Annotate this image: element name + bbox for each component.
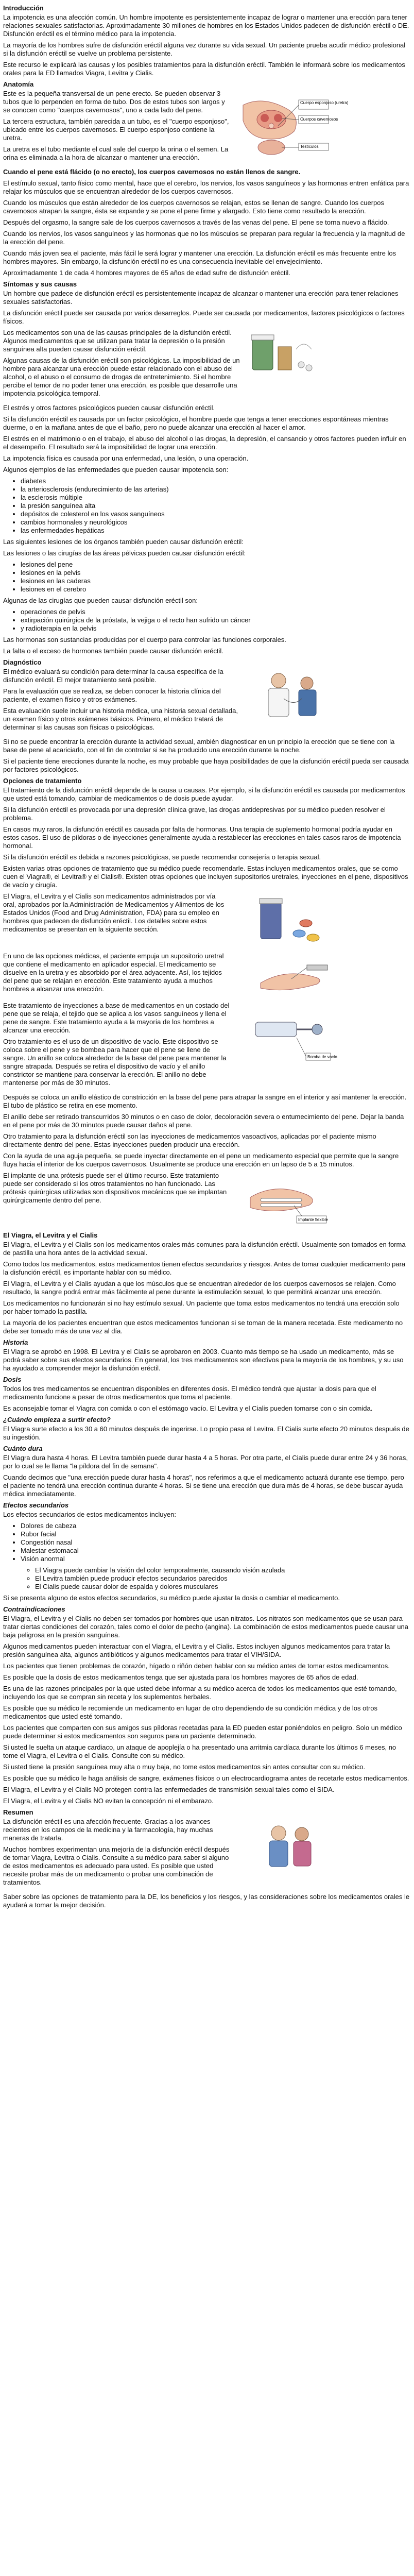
list-item: ◦ El Levitra también puede producir efectos secundarios parecidos (35, 1574, 410, 1583)
paragraph: Cuando decimos que "una erección puede durar hasta 4 horas", nos referimos a que el medicamento actuará durante ese tiempo, pero el paciente no tendrá una erección continua durante 4 horas. Si se tiene una erección que dura más de 4 horas, se debe buscar ayuda médica inmediatamente. (3, 1473, 404, 1498)
paragraph: Algunos ejemplos de las enfermedades que pueden causar impotencia son: (3, 466, 229, 473)
paragraph: El Viagra dura hasta 4 horas. El Levitra también puede durar hasta 4 a 5 horas. Por otra parte, el Cialis puede durar entre 24 y 36 horas, por lo cual se le llama "la píldora del fin de semana". (3, 1454, 408, 1470)
suppository-illustration (255, 952, 333, 998)
paragraph: La disfunción eréctil puede ser causada por varios desarreglos. Puede ser causada por medicamentos, factores psicológicos o factores físicos. (3, 309, 405, 325)
paragraph: La mayoría de los pacientes encuentran que estos medicamentos funcionan si se toman de la manera recetada. Este medicamento no debe ser tomado más de una vez al día. (3, 1319, 403, 1335)
paragraph: Si no se puede encontrar la erección durante la actividad sexual, ambién diagnosticar en un principio la erección que se tiene con la base de pene al acariciarlo, con el fin de controlar si se ha producido una erección durante la noche. (3, 738, 395, 754)
paragraph: El Viagra, el Levitra y el Cialis no deben ser tomados por hombres que usan nitratos. Los nitratos son medicamentos que se usan para tratar ciertas condiciones del corazón, tales como el dolor de pecho (angina). La combinación de estos medicamentos puede causar una baja peligrosa en la presión sanguínea. (3, 1615, 408, 1639)
anatomy-illustration (233, 90, 349, 162)
summary-block (3, 1818, 410, 1890)
heading-historia: Historia (3, 1338, 28, 1346)
paragraph: La impotencia física es causada por una enfermedad, una lesión, o una operación. (3, 454, 249, 462)
anatomy-block (3, 90, 410, 165)
list-item: • y radioterapia en la pelvis (21, 624, 410, 633)
list-item: • Rubor facial (21, 1530, 410, 1538)
paragraph: Todos los tres medicamentos se encuentran disponibles en diferentes dosis. El médico tendrá que ajustar la dosis para que el medicamento funcione a pesar de otros medicamentos que toma el paciente. (3, 1385, 376, 1401)
list-item: • la esclerosis múltiple (21, 494, 410, 502)
side-effects-sublist (3, 1566, 410, 1591)
paragraph: El estrés en el matrimonio o en el trabajo, el abuso del alcohol o las drogas, la depresión, el cansancio y otros factores pueden influir en el desempeño. El resultado será la imposibilidad de lograr una erección. (3, 435, 406, 451)
paragraph: Las siguientes lesiones de los órganos también pueden causar disfunción eréctil: (3, 538, 244, 546)
injury-list (3, 561, 410, 594)
list-item: • la presión sanguínea alta (21, 502, 410, 510)
paragraph: Los efectos secundarios de estos medicamentos incluyen: (3, 1511, 177, 1518)
heading-contraindicaciones: Contraindicaciones (3, 1605, 65, 1613)
list-item: • Congestión nasal (21, 1538, 410, 1547)
diagnosis-block (3, 668, 410, 735)
paragraph: Esta evaluación suele incluir una historia médica, una historia sexual detallada, un examen físico y otros exámenes básicos. Primero, el médico tratará de determinar si las causas son físicas o psicológicas. (3, 707, 238, 731)
paragraph: Si usted le suelta un ataque cardiaco, un ataque de apoplejía o ha presentado una arritmia cardíaca durante los últimos 6 meses, no tome el Viagra, el Levitra o el Cialis. Consulte con su médico. (3, 1743, 396, 1759)
label-testiculos: Testículos (300, 144, 319, 149)
paragraph: Este tratamiento de inyecciones a base de medicamentos en un costado del pene que se relaja, el tejido que se aplica a los vasos sanguíneos y llena el pene de sangre. Este tratamiento ayuda a la mayoría de los hombres a alcanzar una erección. (3, 1002, 230, 1034)
paragraph: Algunos medicamentos pueden interactuar con el Viagra, el Levitra y el Cialis. Estos incluyen algunos medicamentos para tratar la presión sanguínea alta, algunos antibióticos y algunos medicamentos para tratar el VIH/SIDA. (3, 1642, 390, 1658)
paragraph: El estímulo sexual, tanto físico como mental, hace que el cerebro, los nervios, los vasos sanguíneos y las hormonas entren enfática para relajar los músculos que se encuentran alrededor de los cuerpos cavernosos. (3, 179, 409, 195)
list-item: • diabetes (21, 477, 410, 485)
paragraph: La uretra es el tubo mediante el cual sale del cuerpo la orina o el semen. La orina es eliminada a la hora de alcanzar o mantener una erección. (3, 145, 229, 161)
paragraph: Si usted tiene la presión sanguínea muy alta o muy baja, no tome estos medicamentos sin antes consultar con su médico. (3, 1763, 366, 1771)
paragraph: El Viagra, el Levitra y el Cialis NO evitan la concepción ni el embarazo. (3, 1797, 214, 1805)
paragraph: Para la evaluación que se realiza, se deben conocer la historia clínica del paciente, el examen físico y otros exámenes. (3, 687, 221, 703)
list-item: • Dolores de cabeza (21, 1522, 410, 1530)
paragraph: Después se coloca un anillo elástico de constricción en la base del pene para atrapar la sangre en el interior y así mantener la erección. El tubo de plástico se retira en ese momento. (3, 1093, 407, 1109)
paragraph: Los medicamentos son una de las causas principales de la disfunción eréctil. Algunos medicamentos que se utilizan para tratar la depresión o la presión sanguínea alta pueden causar disfunción eréctil. (3, 329, 232, 353)
list-item: • lesiones en las caderas (21, 577, 410, 585)
pill-bottle-illustration (247, 329, 324, 378)
psych-block (3, 329, 410, 401)
paragraph: En uno de las opciones médicas, el paciente empuja un supositorio uretral que contiene el medicamento en aplicador especial. El medicamento se disuelve en la uretra y es absorbido por el área adyacente. Así, los tejidos del pene que se relajan en erección. Este tratamiento ayuda a muchos hombres a alcanzar una erección. (3, 952, 224, 993)
couple-illustration (250, 1818, 333, 1874)
list-item: • extirpación quirúrgica de la próstata, la vejiga o el recto han sufrido un cáncer (21, 616, 410, 624)
list-item: • Malestar estomacal (21, 1547, 410, 1555)
paragraph: Con la ayuda de una aguja pequeña, se puede inyectar directamente en el pene un medicamento especial que permite que la sangre fluya hacia el interior de los cuerpos cavernosos. Usualmente se produce una erección en un lapso de 5 a 15 minutos. (3, 1152, 399, 1168)
paragraph: La mayoría de los hombres sufre de disfunción eréctil alguna vez durante su vida sexual. Un paciente prueba acudir médico profesional si la disfunción eréctil se vuelve un problema persistente. (3, 41, 406, 57)
list-item: • lesiones del pene (21, 561, 410, 569)
paragraph: El implante de una prótesis puede ser el último recurso. Este tratamiento puede ser considerado si los otros tratamientos no han funcionado. Las prótesis quirúrgicas utilizadas son dispositivos mecánicos que se implantan quirúrgicamente dentro del pene. (3, 1172, 227, 1204)
paragraph: La disfunción eréctil es una afección frecuente. Gracias a los avances recientes en los campos de la medicina y la farmacología, hay muchas maneras de tratarla. (3, 1818, 213, 1842)
heading-diagnostico: Diagnóstico (3, 658, 42, 666)
list-item: ◦ El Cialis puede causar dolor de espalda y dolores musculares (35, 1583, 410, 1591)
paragraph: El tratamiento de la disfunción eréctil depende de la causa u causas. Por ejemplo, si la disfunción eréctil es causada por medicamentos que usted está tomando, cambiar de medicamentos o de dosis puede ayudar. (3, 786, 405, 802)
suppository-block (3, 952, 410, 998)
paragraph: Algunas causas de la disfunción eréctil son psicológicas. La imposibilidad de un hombre para alcanzar una erección puede estar relacionado con el abuso del alcohol, o el abuso o el consumo de drogas de entretenimiento. Si el hombre percibe el temor de no poder tener una erección, es posible que desarrolle una impotencia psicológica temporal. (3, 357, 240, 397)
paragraph: La tercera estructura, también parecida a un tubo, es el "cuerpo esponjoso", ubicado entre los cuerpos cavernosos. El cuerpo esponjoso contiene la uretra. (3, 117, 229, 142)
paragraph: Este recurso le explicará las causas y los posibles tratamientos para la disfunción eréctil. También le informará sobre los medicamentos orales para la ED llamados Viagra, Levitra y Cialis. (3, 61, 405, 77)
paragraph-bold: Cuando el pene está flácido (o no erecto), los cuerpos cavernosos no están llenos de sangre. (3, 168, 301, 176)
implant-text (3, 1172, 230, 1228)
heading-cuando-empieza: ¿Cuándo empieza a surtir efecto? (3, 1416, 111, 1423)
paragraph: Si la disfunción eréctil es debida a razones psicológicas, se puede recomendar consejería o terapia sexual. (3, 853, 321, 861)
paragraph: En casos muy raros, la disfunción eréctil es causada por falta de hormonas. Una terapia de suplemento hormonal podría ayudar en estos casos. El uso de píldoras o de inyecciones generalmente ayuda a restablecer las erecciones en tales casos raros de impotencia hormonal. (3, 825, 401, 850)
paragraph: Existen varias otras opciones de tratamiento que su médico puede recomendarle. Estas incluyen medicamentos orales, que se como cuen el Viagra®, el Levitra® y el Cialis®. Existen otras opciones que incluyen supositorios uretrales, inyecciones en el pene, dispositivos de vacío y cirugía. (3, 865, 408, 889)
paragraph: El Viagra, el Levitra y el Cialis son medicamentos administrados por vía oral, aprobados por la Administración de Medicamentos y Alimentos de los Estados Unidos (Food and Drug Administration, FDA) para su empleo en hombres que padecen de disfunción eréctil. Los detalles sobre estos medicamentos se presentan en la siguiente sección. (3, 892, 225, 933)
oral-text (3, 892, 230, 949)
doctor-illustration (255, 668, 327, 724)
paragraph: El Viagra se aprobó en 1998. El Levitra y el Cialis se aprobaron en 2003. Cuanto más tiempo se ha usado un medicamento, más se podrá saber sobre sus efectos secundarios. En general, los tres medicamentos son efectivos para la mayoría de los hombres, y su uso ha ayudado a comprender mejor la disfunción eréctil. (3, 1348, 404, 1372)
paragraph: El Viagra, el Levitra y el Cialis ayudan a que los músculos que se encuentran alrededor de los cuerpos cavernosos se relajen. Como resultado, la sangre podrá entrar más fácilmente al pene durante la estimulación sexual, lo que permitirá alcanzar una erección. (3, 1280, 396, 1296)
summary-text (3, 1818, 230, 1890)
paragraph: Si se presenta alguno de estos efectos secundarios, su médico puede ajustar la dosis o cambiar el medicamento. (3, 1594, 340, 1602)
paragraph: El estrés y otros factores psicológicos pueden causar disfunción eréctil. (3, 404, 215, 412)
paragraph: Si la disfunción eréctil es provocada por una depresión clínica grave, las drogas antidepresivas por su médico pueden resolver el problema. (3, 806, 386, 822)
paragraph: Si el paciente tiene erecciones durante la noche, es muy probable que haya posibilidades de que la disfunción eréctil pueda ser causada por factores psicológicos. (3, 757, 409, 773)
vacuum-text (3, 1002, 230, 1090)
heading-efectos: Efectos secundarios (3, 1501, 69, 1509)
paragraph: Los pacientes que tienen problemas de corazón, hígado o riñón deben hablar con su médico antes de tomar estos medicamentos. (3, 1662, 390, 1670)
paragraph: Es posible que la dosis de estos medicamentos tenga que ser ajustada para los hombres mayores de 65 años de edad. (3, 1673, 358, 1681)
paragraph: El Viagra, el Levitra y el Cialis son los medicamentos orales más comunes para la disfunción eréctil. Usualmente son tomados en forma de pastilla una hora antes de la actividad sexual. (3, 1241, 406, 1257)
list-item: • lesiones en la pelvis (21, 569, 410, 577)
label-cavernosos: Cuerpos cavernosos (300, 117, 338, 122)
paragraph: Las lesiones o las cirugías de las áreas pélvicas pueden causar disfunción eréctil: (3, 549, 246, 557)
pills-illustration (250, 892, 333, 949)
paragraph: Las hormonas son sustancias producidas por el cuerpo para controlar las funciones corporales. (3, 636, 286, 643)
heading-sintomas: Síntomas y sus causas (3, 280, 77, 288)
paragraph: Otro tratamiento es el uso de un dispositivo de vacío. Este dispositivo se coloca sobre el pene y se bombea para hacer que el pene se llene de sangre. Un anillo se coloca alrededor de la base del pene para mantener la sangre atrapada. Después se retira el dispositivo de vacío y el anillo constrictor se mantiene para conservar la erección. El anillo no debe mantenerse por más de 30 minutos. (3, 1038, 227, 1087)
paragraph: Como todos los medicamentos, estos medicamentos tienen efectos secundarios y riesgos. Antes de tomar cualquier medicamento para la disfunción eréctil, es importante hablar con su médico. (3, 1260, 406, 1276)
paragraph: La falta o el exceso de hormonas también puede causar disfunción eréctil. (3, 647, 223, 655)
list-item: • Visión anormal (21, 1555, 410, 1563)
paragraph: Otro tratamiento para la disfunción eréctil son las inyecciones de medicamentos vasoactivos, aplicadas por el paciente mismo directamente dentro del pene. Estas inyecciones pueden producir una erección. (3, 1132, 376, 1148)
paragraph: Algunas de las cirugías que pueden causar disfunción eréctil son: (3, 597, 198, 604)
list-item: • lesiones en el cerebro (21, 585, 410, 594)
implant-illustration (245, 1172, 333, 1228)
paragraph: Un hombre que padece de disfunción eréctil es persistentemente incapaz de alcanzar o mantener una erección para tener relaciones sexuales satisfactorias. (3, 290, 399, 306)
paragraph: Es aconsejable tomar el Viagra con comida o con el estómago vacío. El Levitra y el Cialis pueden tomarse con o sin comida. (3, 1404, 373, 1412)
label-bomba: Bomba de vacío (307, 1055, 337, 1059)
paragraph: El médico evaluará su condición para determinar la causa específica de la disfunción eréctil. El mejor tratamiento será posible. (3, 668, 223, 684)
paragraph: Muchos hombres experimentan una mejoría de la disfunción eréctil después de tomar Viagra, Levitra o Cialis. Consulte a su médico para saber si alguno de estos medicamentos es adecuado para usted. Es posible que usted necesite probar más de un medicamento o probar una combinación de tratamientos. (3, 1845, 230, 1886)
paragraph: Este es la pequeña transversal de un pene erecto. Se pueden observar 3 tubos que lo perpenden en forma de tubo. Dos de estos tubos son largos y se conocen como "cuerpos cavernosos", uno a cada lado del pene. (3, 90, 225, 114)
paragraph: Es una de las razones principales por la que usted debe informar a su médico acerca de todos los medicamentos que esté tomando, incluyendo los que se compran sin receta y los suplementos herbales. (3, 1685, 397, 1701)
paragraph: Es posible que su médico le recomiende un medicamento en lugar de otro dependiendo de su condición médica y de los otros medicamentos que usted esté tomando. (3, 1704, 378, 1720)
label-implante: Implante flexible (298, 1217, 328, 1222)
vacuum-pump-illustration (245, 1002, 337, 1069)
oral-block (3, 892, 410, 949)
vacuum-block (3, 1002, 410, 1090)
surgery-list (3, 608, 410, 633)
label-esponjoso: Cuerpo esponjoso (uretra) (300, 100, 349, 105)
paragraph: El Viagra, el Levitra y el Cialis NO protegen contra las enfermedades de transmisión sexual tales como el SIDA. (3, 1786, 335, 1793)
anatomy-text (3, 90, 230, 165)
paragraph: El Viagra surte efecto a los 30 a 60 minutos después de ingerirse. Lo propio pasa el Levitra. El Cialis surte efecto 20 minutos después de su ingestión. (3, 1425, 409, 1441)
heading-tratamiento: Opciones de tratamiento (3, 777, 82, 785)
paragraph: La impotencia es una afección común. Un hombre impotente es persistentemente incapaz de lograr o mantener una erección para tener relaciones sexuales satisfactorias. Aproximadamente 30 millones de hombres en los Estados Unidos padecen de disfunción eréctil o DE. Disfunción eréctil es el término médico para la impotencia. (3, 13, 409, 38)
paragraph: Si la disfunción eréctil es causada por un factor psicológico, el hombre puede que tenga a tener erecciones espontáneas mientras duerme, o en la mañana antes de que el baño, pero no puede alcanzar una erección al hacer el amor. (3, 415, 389, 431)
paragraph: Saber sobre las opciones de tratamiento para la DE, los beneficios y los riesgos, y las consideraciones sobre los medicamentos orales le ayudará a tomar la mejor decisión. (3, 1893, 410, 1909)
side-effects-list (3, 1522, 410, 1563)
paragraph: Cuando los músculos que están alrededor de los cuerpos cavernosos se relajan, estos se llenan de sangre. Cuando los cuerpos cavernosos atrapan la sangre, ésta se expande y se pone el pene firme y alargado. Esto tiene como resultado la erección. (3, 199, 385, 215)
paragraph: Cuando los nervios, los vasos sanguíneos y las hormonas que no los músculos se preparan para regular la frecuencia y la magnitud de la erección del pene. (3, 230, 405, 246)
paragraph: El anillo debe ser retirado transcurridos 30 minutos o en caso de dolor, decoloración severa o entumecimiento del pene. Dejar la banda en el pene por más de 30 minutos puede causar daños al pene. (3, 1113, 404, 1129)
disease-list (3, 477, 410, 535)
heading-anatomia: Anatomía (3, 80, 34, 88)
paragraph: Cuando más joven sea el paciente, más fácil le será lograr y mantener una erección. La disfunción eréctil es más frecuente entre los hombres mayores. Sin embargo, la disfunción eréctil no es una consecuencia inevitable del envejecimiento. (3, 249, 396, 265)
anatomy-figure (233, 90, 349, 165)
heading-viagra: El Viagra, el Levitra y el Cialis (3, 1231, 98, 1239)
list-item: • depósitos de colesterol en los vasos sanguíneos (21, 510, 410, 518)
heading-cuanto-dura: Cuánto dura (3, 1445, 43, 1452)
psych-text (3, 329, 240, 401)
suppository-text (3, 952, 230, 998)
list-item: • operaciones de pelvis (21, 608, 410, 616)
implant-block (3, 1172, 410, 1228)
list-item: • las enfermedades hepáticas (21, 527, 410, 535)
paragraph: Los medicamentos no funcionarán si no hay estímulo sexual. Un paciente que toma estos medicamentos no tendrá una erección solo por haber tomado la pastilla. (3, 1299, 400, 1315)
paragraph: Aproximadamente 1 de cada 4 hombres mayores de 65 años de edad sufre de disfunción eréctil. (3, 269, 290, 277)
paragraph: Los pacientes que comparten con sus amigos sus píldoras recetadas para la ED pueden estar poniéndolos en peligro. Solo un médico puede determinar si estos medicamentos son seguros para un paciente determinado. (3, 1724, 402, 1740)
list-item: • la arteriosclerosis (endurecimiento de las arterias) (21, 485, 410, 494)
diagnosis-text (3, 668, 245, 735)
heading-resumen: Resumen (3, 1808, 33, 1816)
paragraph: Después del orgasmo, la sangre sale de los cuerpos cavernosos a través de las venas del pene. El pene se torna nuevo a flácido. (3, 218, 389, 226)
paragraph: Es posible que su médico le haga análisis de sangre, exámenes físicos o un electrocardiograma antes de recetarle estos medicamentos. (3, 1774, 409, 1782)
heading-introduccion: Introducción (3, 4, 44, 12)
list-item: • cambios hormonales y neurológicos (21, 518, 410, 527)
heading-dosis: Dosis (3, 1376, 22, 1383)
list-item: ◦ El Viagra puede cambiar la visión del color temporalmente, causando visión azulada (35, 1566, 410, 1574)
